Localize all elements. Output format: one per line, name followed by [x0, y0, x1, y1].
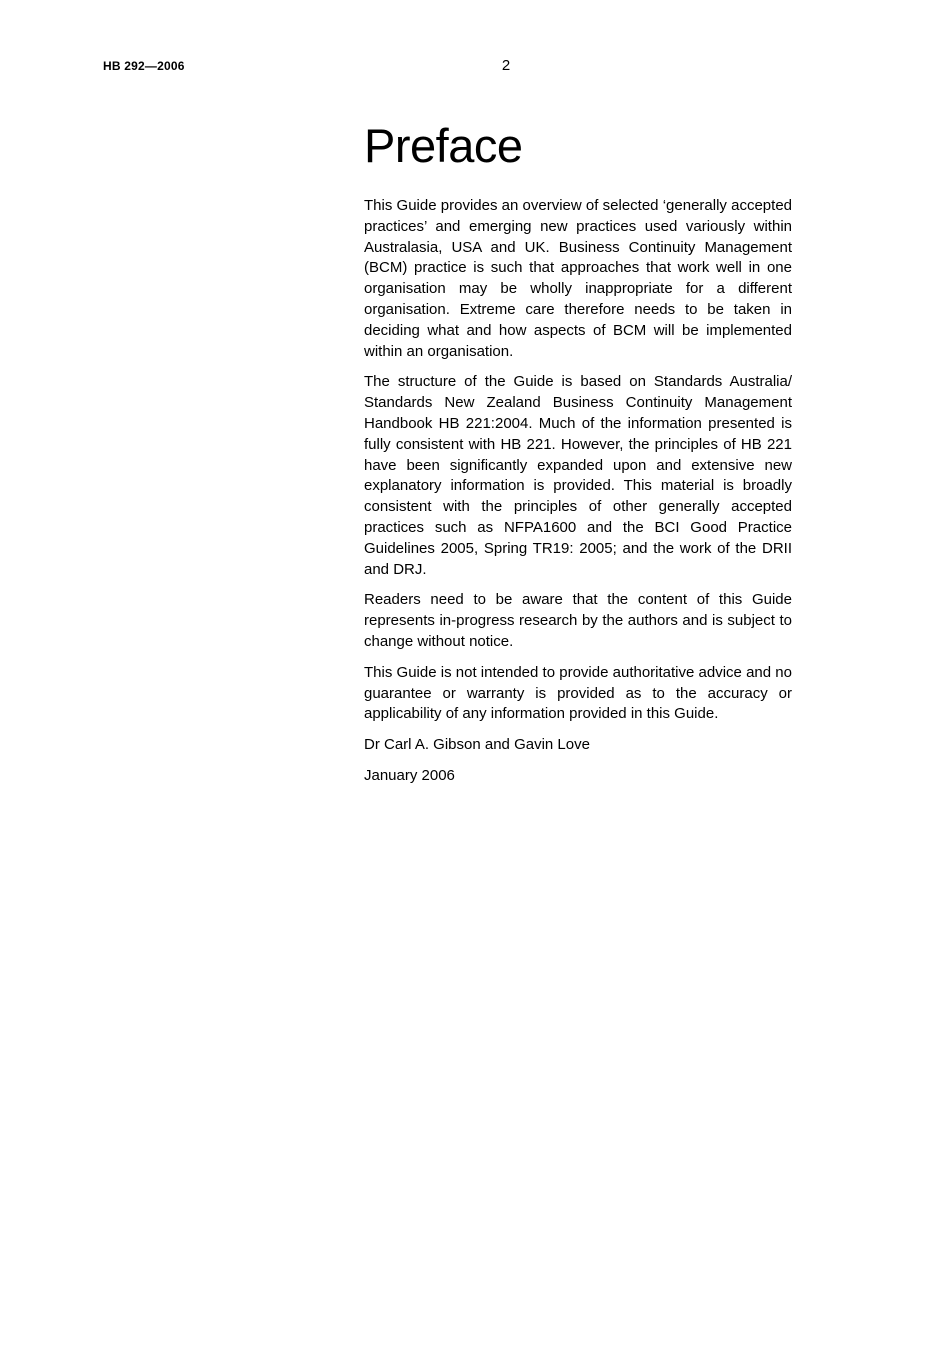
running-header-document-id: HB 292—2006 — [103, 59, 185, 73]
date-line: January 2006 — [364, 766, 455, 784]
page-title: Preface — [364, 119, 523, 172]
paragraph-structure: The structure of the Guide is based on Standards Australia/ Standards New Zealand Business Continuity Management Handbook HB 221:2004. Much of the information presented is fully consistent with HB 221. However, the principles of HB 221 have been significantly expanded upon and extensive new explanatory information is provided. This material is broadly consistent with the principles of other generally accepted practices such as NFPA1600 and the BCI Good Practice Guidelines 2005, Spring TR19: 2005; and the work of the DRII and DRJ. — [364, 373, 792, 578]
authors-line: Dr Carl A. Gibson and Gavin Love — [364, 736, 590, 754]
paragraph-research-notice: Readers need to be aware that the content of this Guide represents in-progress research by the authors and is subject to change without notice. — [364, 591, 792, 650]
paragraph-overview: This Guide provides an overview of selected ‘generally accepted practices’ and emerging new practices used variously within Australasia, USA and UK. Business Continuity Management (BCM) practice is such that approaches that work well in one organisation may be wholly inappropriate for a different organisation. Extreme care therefore needs to be taken in deciding what and how aspects of BCM will be implemented within an organisation. — [364, 197, 792, 360]
preface-section — [364, 118, 792, 797]
paragraph-disclaimer: This Guide is not intended to provide authoritative advice and no guarantee or warranty is provided as to the accuracy or applicability of any information provided in this Guide. — [364, 663, 792, 723]
page-number: 2 — [501, 57, 511, 74]
